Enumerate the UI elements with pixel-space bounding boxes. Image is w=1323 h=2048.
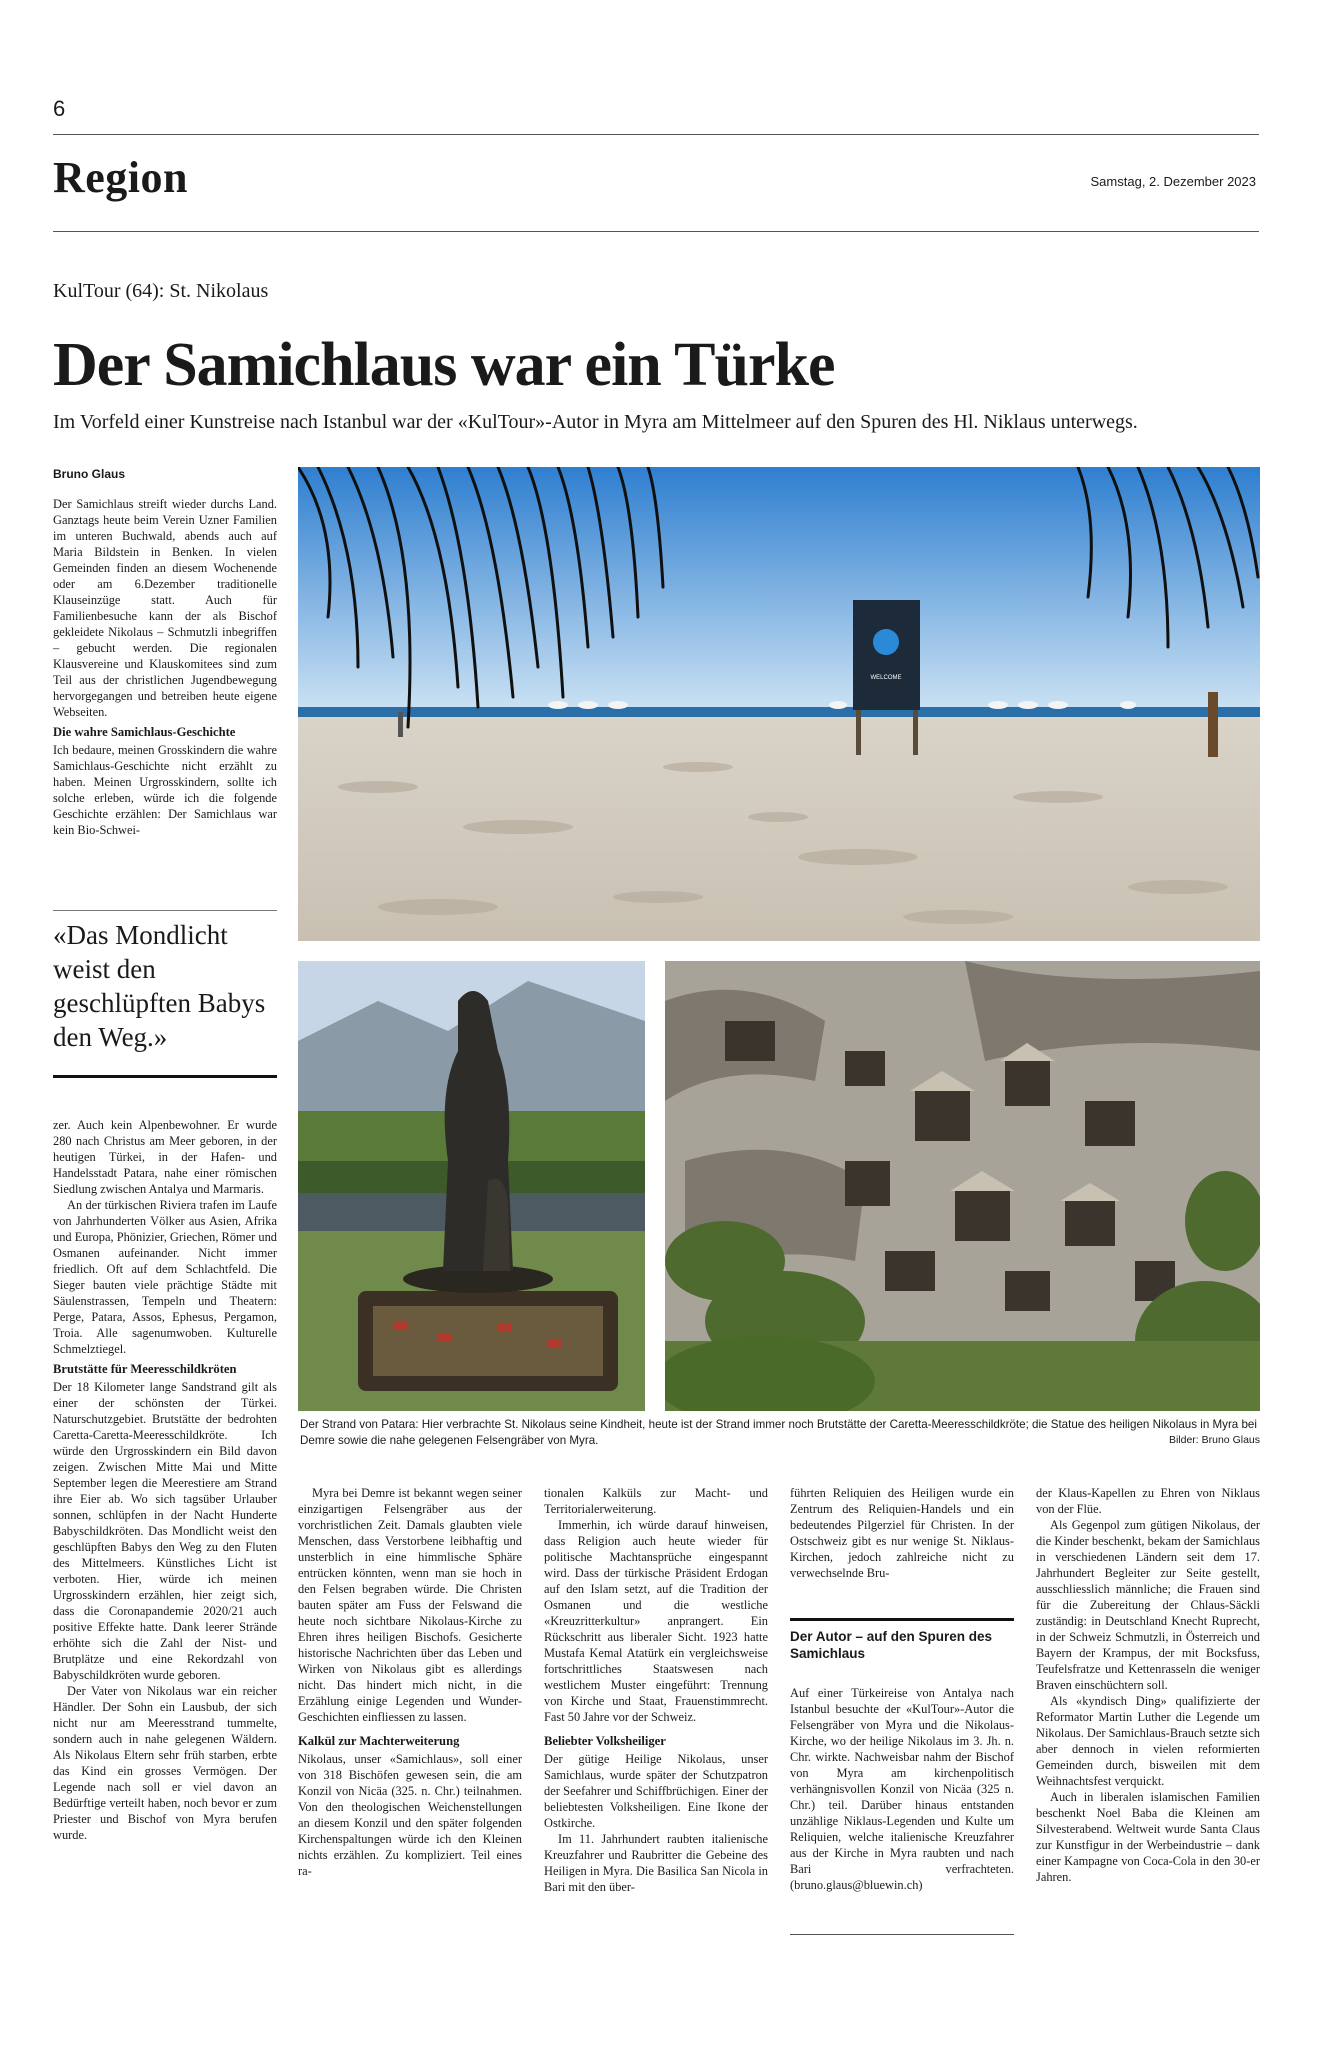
issue-date: Samstag, 2. Dezember 2023	[1090, 174, 1256, 189]
paragraph: Ich bedaure, meinen Grosskindern die wahre Samichlaus-Geschichte nicht erzählt zu haben. Meinen Urgrosskindern, sollte ich solche erleben, würde ich die folgende Geschichte erzählen: Der Samichlaus war kein Bio-Schwei-	[53, 743, 277, 837]
header-bottom-rule	[53, 231, 1259, 232]
page-number: 6	[53, 96, 66, 121]
info-box-bottom-rule	[790, 1934, 1014, 1935]
paragraph: Der 18 Kilometer lange Sandstrand gilt als einer der schönsten der Türkei. Naturschutzgebiet. Brutstätte der bedrohten Caretta-Caretta-Meeresschildkröte. Ich würde den Urgrosskindern ein Bild davon zeigen. Zwischen Mitte Mai und Mitte September legen die Meerestiere am Strand ihre Eier ab. Wo sich tagsüber Urlauber sonnen, schlüpfen in der Nacht Hunderte Babyschildkröten. Das Mondlicht weist den geschlüpften Babys den Weg zu den Fluten des Mittelmeers. Künstliches Licht ist verboten. Hier, würde ich meinen Urgrosskindern erzählen, hier zeigt sich, dass die Coronapandemie 2020/21 auch positive Effekte hatte. Dank leerer Strände erhöhte sich die Zahl der Nist- und Brutplätze und eine Rekordzahl von Babyschildkröten wurde geboren.	[53, 1380, 277, 1682]
article-column-1-bottom	[53, 1117, 277, 1843]
photo-credit: Bilder: Bruno Glaus	[1168, 1434, 1260, 1446]
article-column-4	[790, 1485, 1014, 1581]
info-box-text	[790, 1685, 1014, 1893]
rock-tombs-photo	[665, 961, 1260, 1411]
pull-quote: «Das Mondlicht weist den geschlüpften Babys den Weg.»	[53, 920, 266, 1052]
paragraph: Im 11. Jahrhundert raubten italienische Kreuzfahrer und Raubritter die Gebeine des Heiligen in Myra. Die Basilica San Nicola in Bari mit den über-	[544, 1832, 768, 1894]
paragraph: führten Reliquien des Heiligen wurde ein Zentrum des Reliquien-Handels und ein bedeutendes Pilgerziel für Christen. In der Ostschweiz gibt es nur wenige St. Niklaus-Kirchen, jedoch zahlreiche nicht zu verwechselnde Bru-	[790, 1486, 1014, 1580]
subheading: Brutstätte für Meeresschildkröten	[53, 1362, 237, 1376]
section-title: Region	[53, 153, 188, 202]
paragraph: Der gütige Heilige Nikolaus, unser Samichlaus, wurde später der Schutzpatron der Seefahrer und Schiffbrüchigen. Einer der beliebtesten Volksheiligen. Eine Ikone der Ostkirche.	[544, 1752, 768, 1830]
article-author: Bruno Glaus	[53, 467, 126, 481]
paragraph: Als «kyndisch Ding» qualifizierte der Reformator Martin Luther die Legende um Nikolaus. Der Samichlaus-Brauch setzte sich aber dennoch in vielen reformierten Gemeinden durch, bisweilen mit dem Weihnachtsfest verquickt.	[1036, 1694, 1260, 1788]
article-column-2	[298, 1485, 522, 1879]
paragraph: Immerhin, ich würde darauf hinweisen, dass Religion auch heute wieder für politische Machtansprüche eingespannt wird. Dass der türkische Präsident Erdogan auf den Islam setzt, auf die Tradition der Osmanen und die westliche «Kreuzritterkultur» anprangert. Ein Rückschritt aus liberaler Sicht. 1923 hatte Mustafa Kemal Atatürk ein vergleichsweise fortschrittliches Staatswesen nach westlichem Muster eingeführt: Trennung von Kirche und Staat, Frauenstimmrecht. Fast 50 Jahre vor der Schweiz.	[544, 1518, 768, 1724]
paragraph: Myra bei Demre ist bekannt wegen seiner einzigartigen Felsengräber aus der vorchristlichen Zeit. Damals glaubten viele Menschen, dass Verstorbene leibhaftig und unsterblich in eine himmlische Sphäre entrücken könnten, wenn man sie hoch in den Felsen begraben würde. Die Christen bauten später am Fuss der Felswand die heute noch sichtbare Nikolaus-Kirche zu Ehren ihres heiligen Bischofs. Gesicherte historische Nachrichten über das Leben und Wirken von Nikolaus gibt es allerdings nicht. Das hindert mich nicht, in die Erzählung einige Legenden und Wunder-Geschichten einfliessen zu lassen.	[298, 1486, 522, 1724]
quote-top-rule	[53, 910, 277, 911]
subheading: Kalkül zur Machterweiterung	[298, 1734, 460, 1748]
paragraph: Als Gegenpol zum gütigen Nikolaus, der die Kinder beschenkt, bekam der Samichlaus in verschiedenen Ländern seit dem 17. Jahrhundert Begleiter zur Seite gestellt, ausschliesslich männliche; die Frauen sind für die Zubereitung der Chlaus-Säckli zuständig: in Deutschland Knecht Ruprecht, in der Schweiz Schmutzli, in Österreich und Bayern der Krampus, der mit Bocksfuss, Teufelsfratze und Kettenrasseln die weniger Braven einschüchtern soll.	[1036, 1518, 1260, 1692]
info-box-top-rule	[790, 1618, 1014, 1621]
header-top-rule	[53, 134, 1259, 135]
quote-bottom-rule	[53, 1075, 277, 1078]
paragraph: zer. Auch kein Alpenbewohner. Er wurde 280 nach Christus am Meer geboren, in der heutigen Türkei, in der Hafen- und Handelsstadt Patara, nahe einer römischen Siedlung zwischen Antalya und Marmaris.	[53, 1118, 277, 1196]
paragraph: der Klaus-Kapellen zu Ehren von Niklaus von der Flüe.	[1036, 1486, 1260, 1516]
paragraph: Auch in liberalen islamischen Familien beschenkt Noel Baba die Kleinen am Silvesterabend. Weltweit wurde Santa Claus zur Kunstfigur in der Werbeindustrie – dank einer Kampagne von Coca-Cola in den 30-er Jahren.	[1036, 1790, 1260, 1884]
article-kicker: KulTour (64): St. Nikolaus	[53, 280, 269, 302]
paragraph: Nikolaus, unser «Samichlaus», soll einer von 318 Bischöfen gewesen sein, die am Konzil von Nicäa (325. n. Chr.) teilnahmen. Von den theologischen Weichenstellungen an diesem Konzil und den später folgenden Kirchenspaltungen würde ich den Kleinen nichts erzählen. Zu kompliziert. Teil eines ra-	[298, 1752, 522, 1878]
statue-photo	[298, 961, 645, 1411]
paragraph: Der Samichlaus streift wieder durchs Land. Ganztags heute beim Verein Uzner Familien im unteren Buchwald, abends auch auf Maria Bildstein in Benken. In vielen Gemeinden finden an diesem Wochenende oder am 6.Dezember traditionelle Klauseinzüge statt. Auch für Familienbesuche kann der als Bischof gekleidete Nikolaus – Schmutzli inbegriffen – gebucht werden. Die regionalen Klausvereine und Klauskomitees sind zum Teil aus der christlichen Jugendbewegung hervorgegangen und betreiben heute eigene Webseiten.	[53, 497, 277, 719]
article-lead: Im Vorfeld einer Kunstreise nach Istanbul war der «KulTour»-Autor in Myra am Mittelmeer auf den Spuren des Hl. Niklaus unterwegs.	[53, 411, 1138, 433]
paragraph: tionalen Kalküls zur Macht- und Territorialerweiterung.	[544, 1486, 768, 1516]
article-column-1-top	[53, 496, 277, 838]
info-box-title: Der Autor – auf den Spuren des Samichlaus	[790, 1629, 993, 1661]
subheading: Die wahre Samichlaus-Geschichte	[53, 725, 236, 739]
subheading: Beliebter Volksheiliger	[544, 1734, 666, 1748]
welcome-sign-text: WELCOME	[870, 675, 902, 681]
photo-caption: Der Strand von Patara: Hier verbrachte St. Nikolaus seine Kindheit, heute ist der Strand immer noch Brutstätte der Caretta-Meeresschildkröte; die Statue des heiligen Nikolaus in Myra bei Demre sowie die nahe gelegenen Felsengräber von Myra.	[300, 1418, 1257, 1447]
beach-photo	[298, 467, 1260, 941]
article-column-3	[544, 1485, 768, 1895]
paragraph: Der Vater von Nikolaus war ein reicher Händler. Der Sohn ein Lausbub, der sich nicht nur am Meeresstrand tummelte, sondern auch in nahe gelegenen Wäldern. Als Nikolaus Eltern sehr früh starben, erbte das Kind ein grosses Vermögen. Der Legende nach soll er viel davon an Bedürftige verteilt haben, noch bevor er zum Priester und Bischof von Myra berufen wurde.	[53, 1684, 277, 1842]
article-column-5	[1036, 1485, 1260, 1885]
paragraph: An der türkischen Riviera trafen im Laufe von Jahrhunderten Völker aus Asien, Afrika und Europa, Phönizier, Griechen, Römer und Osmanen aufeinander. Nicht immer friedlich. Oft auf dem Schlachtfeld. Die Sieger bauten viele prächtige Städte mit Säulenstrassen, Tempeln und Theatern: Perge, Patara, Assos, Ephesus, Pergamon, Troia. Alle sagenumwoben. Kulturelle Schmelztiegel.	[53, 1198, 277, 1356]
paragraph: Auf einer Türkeireise von Antalya nach Istanbul besuchte der «KulTour»-Autor die Felsengräber von Myra und die Nikolaus-Kirche, wo der heilige Nikolaus im 3. Jh. n. Chr. wirkte. Nachweisbar nahm der Bischof von Myra am kirchenpolitisch verhängnisvollen Konzil von Nicäa (325 n. Chr.) teil. Darüber hinaus entstanden unzählige Niklaus-Legenden und Kulte um Reliquien, welche italienische Kreuzfahrer aus der Kirche in Myra raubten und nach Bari verfrachteten. (bruno.glaus@bluewin.ch)	[790, 1686, 1014, 1892]
article-headline: Der Samichlaus war ein Türke	[53, 331, 835, 399]
